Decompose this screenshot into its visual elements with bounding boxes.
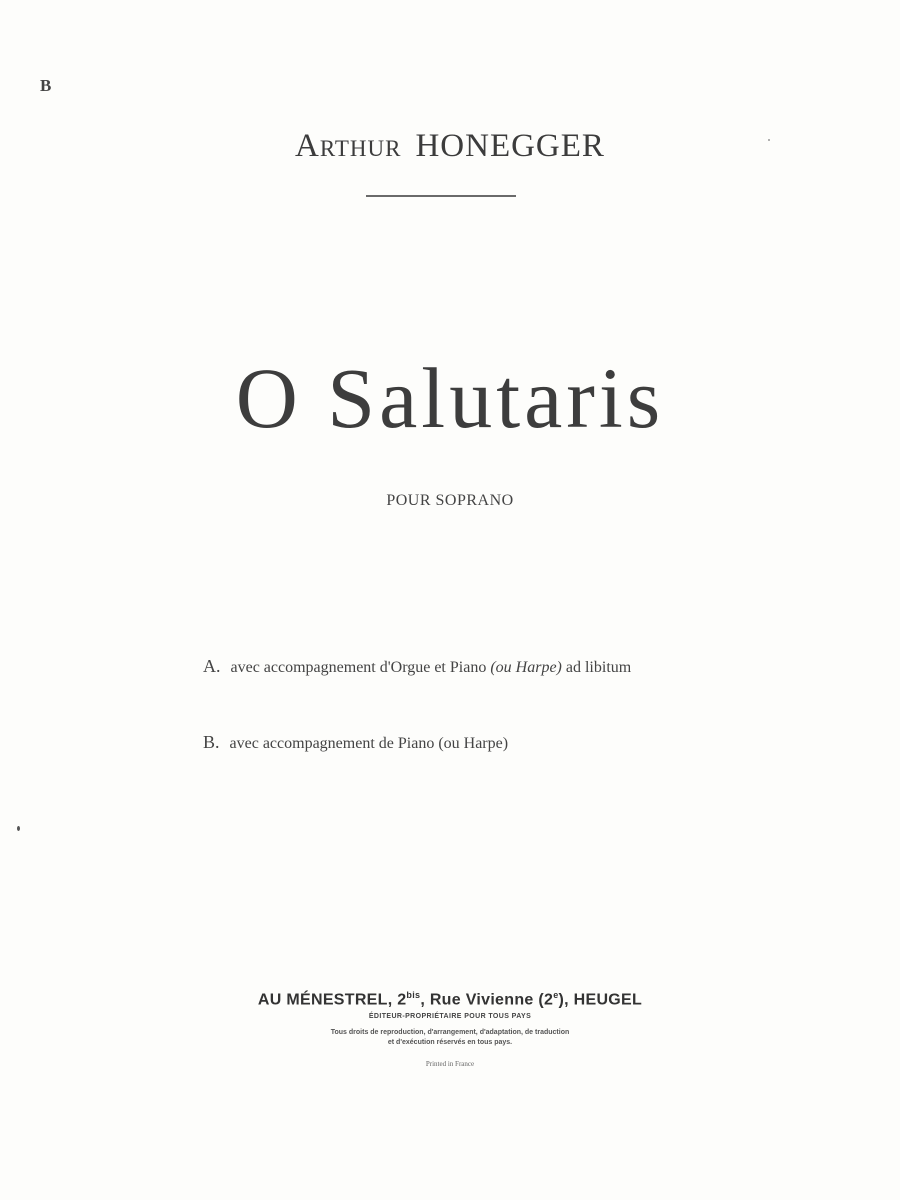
option-a-italic: (ou Harpe) — [490, 659, 562, 676]
option-b-text: avec accompagnement de Piano (ou Harpe) — [229, 735, 509, 752]
paper-speck — [17, 826, 20, 831]
work-title: O Salutaris — [235, 350, 665, 446]
publisher-line-end: ), HEUGEL — [558, 991, 643, 1009]
composer-first-name: Arthur — [295, 128, 402, 164]
printed-in: Printed in France — [425, 1060, 475, 1068]
publisher-owner: ÉDITEUR-PROPRIÉTAIRE POUR TOUS PAYS — [368, 1013, 532, 1020]
option-b-letter: B. — [203, 732, 220, 752]
option-a-letter: A. — [203, 656, 221, 676]
rights-line-2: et d'exécution réservés en tous pays. — [387, 1039, 513, 1046]
composer-name — [0, 128, 900, 165]
publisher-sup-bis: bis — [406, 990, 421, 1000]
publisher-line — [0, 990, 900, 1009]
voice-subtitle: POUR SOPRANO — [386, 492, 514, 509]
publisher-sup-e: e — [553, 990, 559, 1000]
rights-line-1: Tous droits de reproduction, d'arrangement, d'adaptation, de traduction — [330, 1029, 570, 1036]
option-a-suffix: ad libitum — [565, 659, 632, 676]
title-divider — [366, 195, 516, 197]
rights-notice — [0, 1028, 900, 1048]
option-a-text: avec accompagnement d'Orgue et Piano — [230, 659, 487, 676]
publisher-line-mid: , Rue Vivienne (2 — [420, 991, 554, 1009]
paper-speck — [768, 139, 770, 141]
edition-letter: B — [40, 76, 52, 95]
option-b — [203, 732, 508, 753]
composer-last-name: HONEGGER — [415, 128, 605, 164]
option-a — [203, 656, 631, 677]
publisher-line-start: AU MÉNESTREL, 2 — [257, 991, 407, 1009]
